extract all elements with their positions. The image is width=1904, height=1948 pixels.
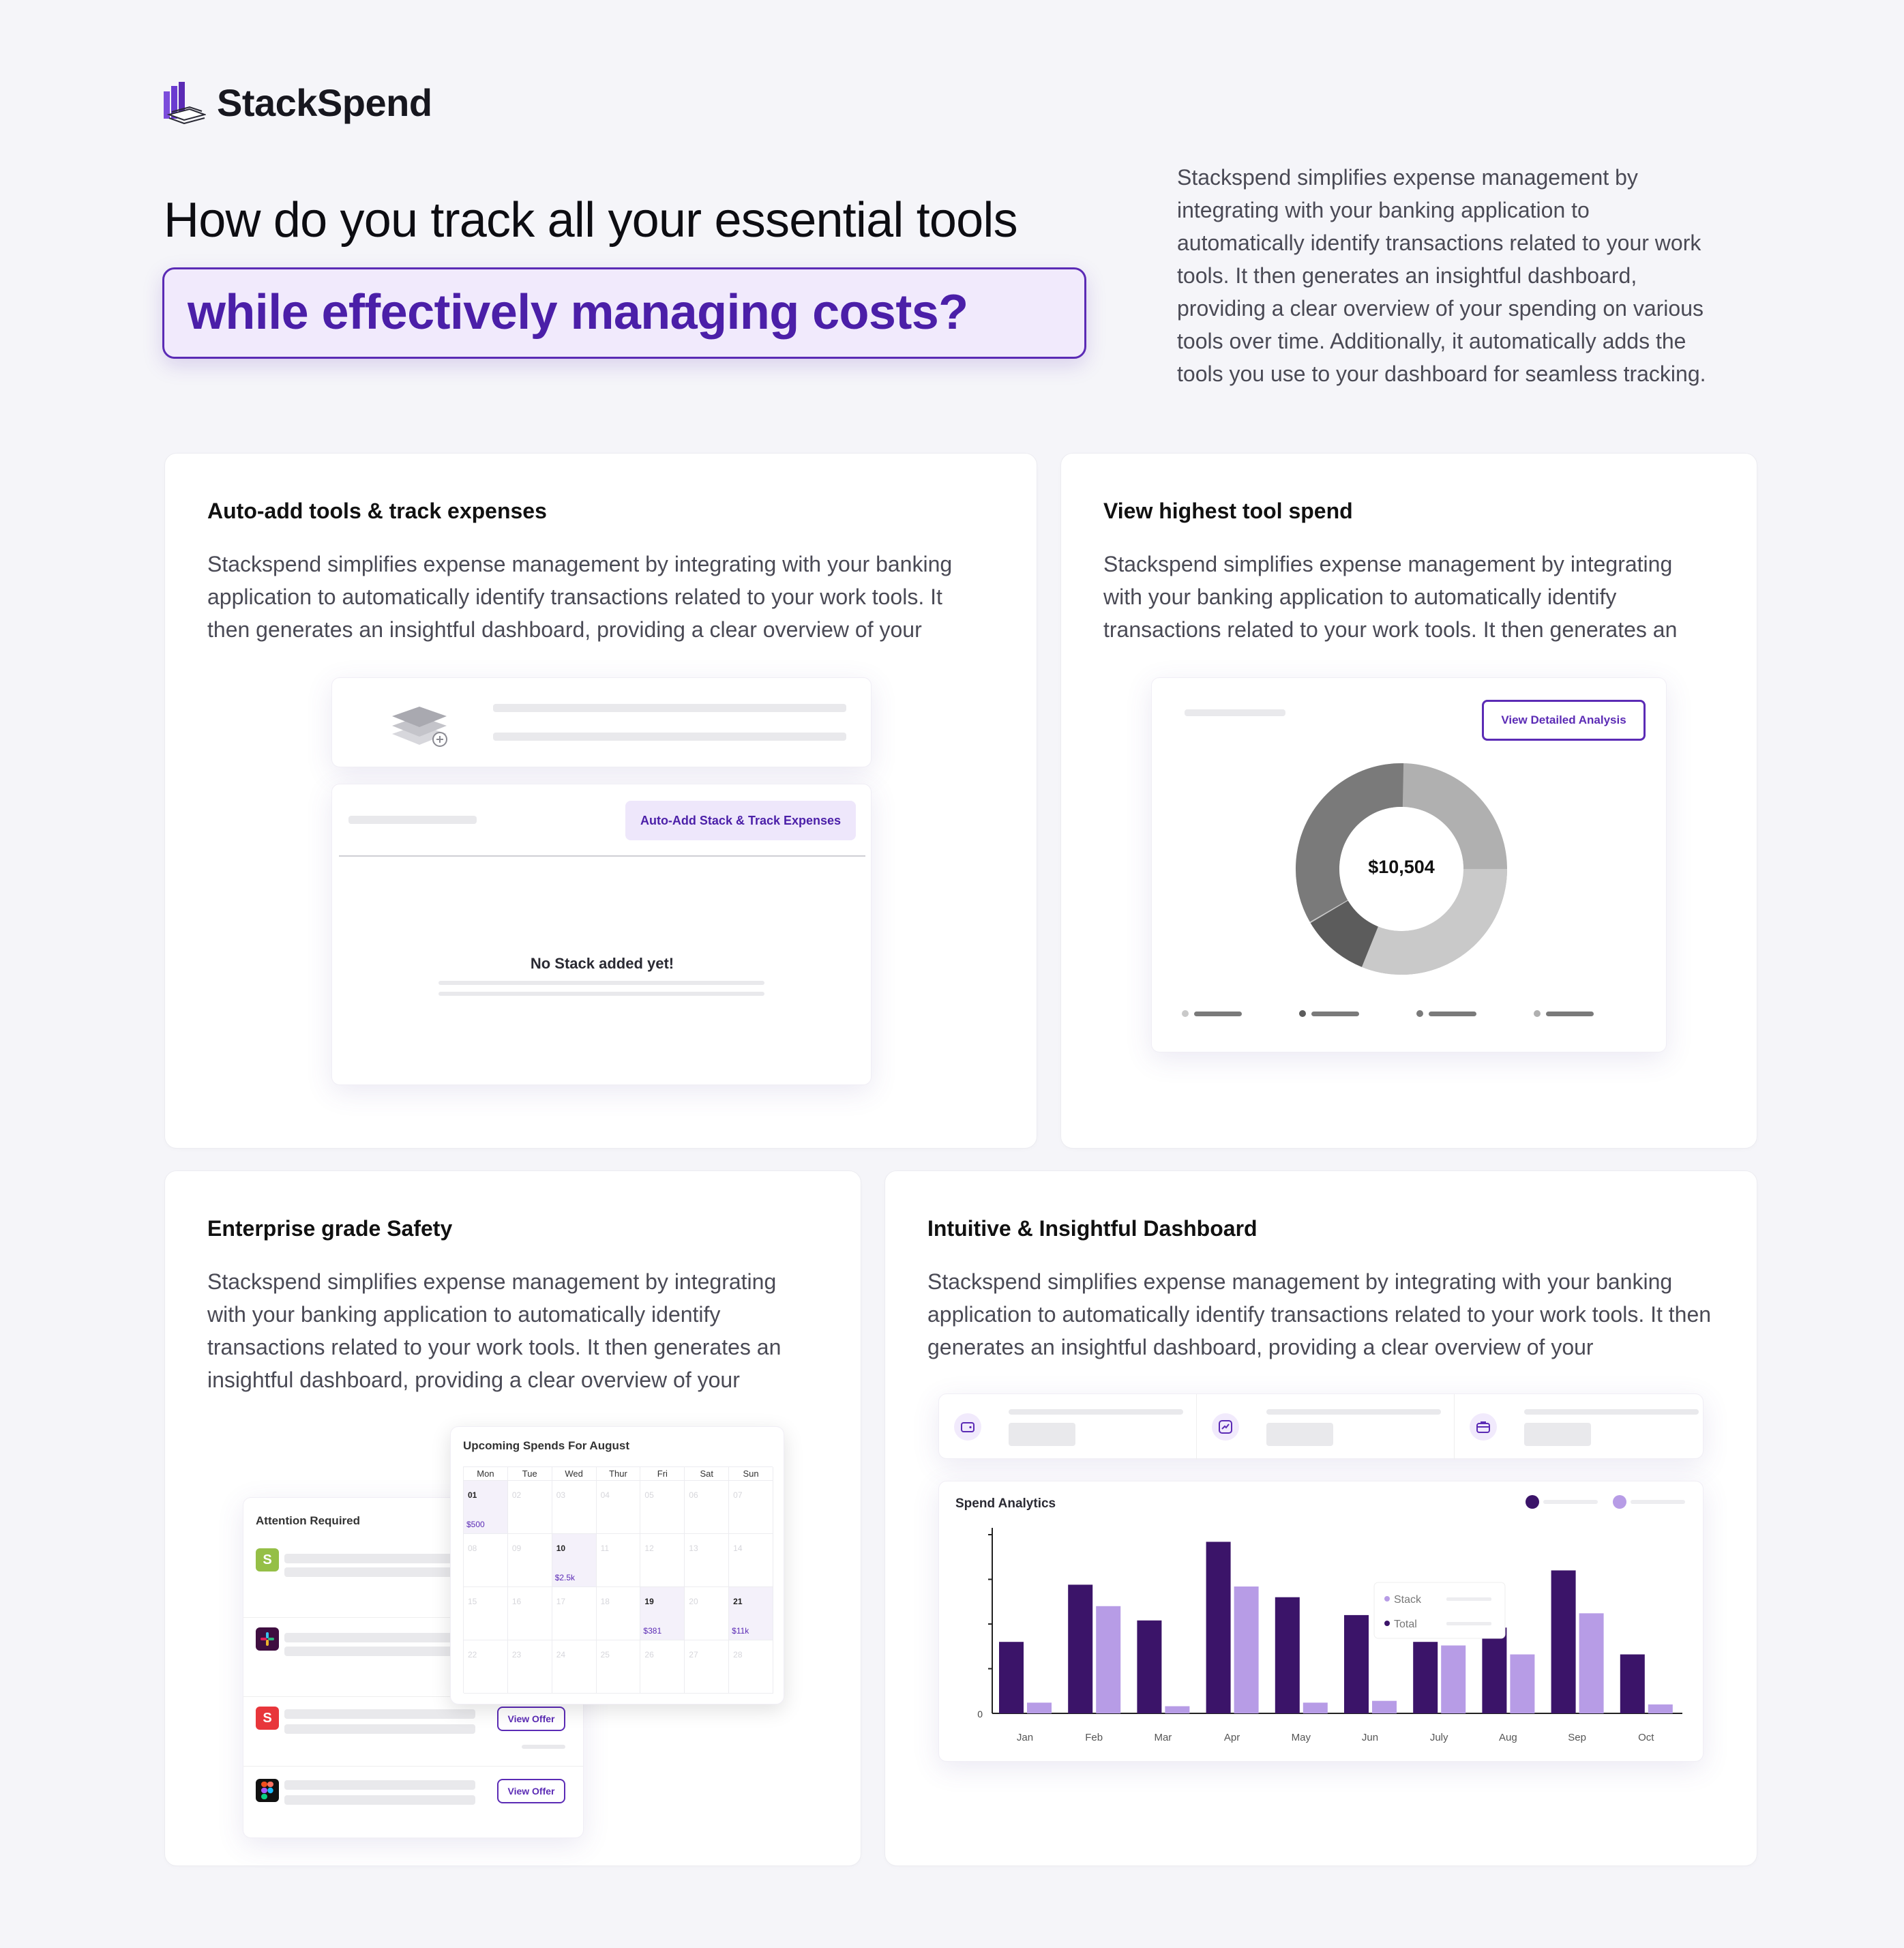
calendar-grid — [463, 1466, 773, 1693]
calendar-weekday: Wed — [552, 1467, 597, 1481]
empty-state-text: No Stack added yet! — [530, 955, 674, 972]
card-enterprise-safety — [164, 1170, 861, 1866]
card-description: Stackspend simplifies expense management by integrating with your banking application to automatically identify transactions related to your work tools. It then generates an insightful dashboard, providing a clear overview of your — [207, 1269, 782, 1392]
placeholder-line — [493, 704, 846, 712]
calendar-day-number: 20 — [689, 1597, 698, 1606]
calendar-day-number: 05 — [644, 1490, 654, 1500]
bar-total-jun — [1372, 1701, 1397, 1713]
placeholder-line — [284, 1554, 475, 1563]
calendar-day[interactable] — [729, 1587, 773, 1640]
calendar-day-number: 23 — [511, 1650, 522, 1659]
placeholder-line — [284, 1567, 475, 1577]
bar-stack-jan — [999, 1642, 1024, 1713]
calendar-day[interactable] — [640, 1534, 685, 1587]
bar-stack-may — [1275, 1597, 1300, 1713]
hero-highlight-box — [162, 267, 1086, 359]
stack-header-panel — [331, 677, 872, 767]
x-tick-label: Oct — [1638, 1732, 1654, 1743]
calendar-day-number: 25 — [600, 1650, 610, 1659]
stack-logo-icon — [162, 82, 206, 124]
bar-stack-apr — [1206, 1541, 1231, 1713]
bar-stack-mar — [1137, 1621, 1161, 1713]
calendar-day-number: 24 — [556, 1650, 566, 1659]
placeholder-line — [284, 1709, 475, 1719]
card-description: Stackspend simplifies expense management by integrating with your banking application to automatically identify transactions related to your work tools. It then generates an — [1103, 552, 1678, 642]
x-tick-label: Apr — [1223, 1732, 1240, 1743]
calendar-day[interactable] — [597, 1640, 641, 1694]
x-tick-label: Feb — [1085, 1732, 1103, 1743]
placeholder-line — [284, 1633, 475, 1642]
view-offer-button[interactable]: View Offer — [497, 1707, 565, 1731]
calendar-spend-amount: $381 — [643, 1626, 662, 1636]
card-title: Auto-add tools & track expenses — [207, 499, 547, 523]
tooltip-dot-total — [1384, 1621, 1390, 1626]
calendar-day-number: 15 — [468, 1597, 477, 1606]
calendar-spend-amount: $2.5k — [554, 1573, 576, 1582]
calendar-weekday: Tue — [508, 1467, 552, 1481]
calendar-day[interactable] — [464, 1640, 508, 1694]
bar-stack-july — [1413, 1642, 1438, 1713]
tooltip-value-placeholder — [1446, 1597, 1491, 1601]
kpi-tile — [1455, 1394, 1704, 1460]
legend-dot — [1534, 1010, 1541, 1017]
calendar-day[interactable] — [685, 1481, 729, 1534]
legend-label-placeholder — [1194, 1012, 1242, 1016]
hero-heading: How do you track all your essential tools — [164, 193, 1017, 248]
tooltip-label-stack: Stack — [1394, 1594, 1422, 1606]
chart-tooltip — [1374, 1582, 1505, 1638]
placeholder-line — [438, 992, 764, 996]
kpi-strip — [938, 1393, 1704, 1459]
calendar-day-number: 16 — [511, 1597, 522, 1606]
layers-add-icon — [387, 694, 452, 753]
card-description: Stackspend simplifies expense management by integrating with your banking application to automatically identify transactions related to your work tools. It then generates an insightful dashboard, providing a clear overview of your — [927, 1269, 1712, 1359]
calendar-title: Upcoming Spends For August — [463, 1439, 629, 1452]
calendar-day[interactable] — [685, 1534, 729, 1587]
calendar-day-number: 07 — [733, 1490, 743, 1500]
calendar-day[interactable] — [508, 1640, 552, 1694]
tooltip-value-placeholder — [1446, 1622, 1491, 1625]
card-highest-spend — [1060, 453, 1757, 1149]
calendar-day[interactable] — [508, 1534, 552, 1587]
calendar-day-number: 04 — [600, 1490, 610, 1500]
placeholder-line — [284, 1795, 475, 1805]
x-tick-label: Sep — [1568, 1732, 1586, 1743]
calendar-day-number: 21 — [733, 1597, 743, 1606]
upcoming-spends-calendar — [450, 1426, 784, 1704]
card-insightful-dashboard — [884, 1170, 1757, 1866]
list-item — [243, 1767, 584, 1838]
tooltip-label-total: Total — [1394, 1619, 1417, 1630]
placeholder-line — [1524, 1423, 1591, 1446]
spend-analytics-bar-chart — [939, 1481, 1704, 1762]
kpi-tile — [1197, 1394, 1455, 1460]
x-tick-label: Jan — [1016, 1732, 1034, 1743]
wallet-icon — [954, 1413, 981, 1441]
calendar-day-number: 26 — [644, 1650, 654, 1659]
calendar-day[interactable] — [508, 1481, 552, 1534]
stack-list-panel — [331, 784, 872, 1085]
bar-stack-jun — [1344, 1615, 1369, 1713]
brand-name: StackSpend — [217, 81, 432, 124]
x-tick-label: Mar — [1154, 1732, 1172, 1743]
y-tick-label: 0 — [977, 1709, 983, 1720]
donut-total-value: $10,504 — [1368, 857, 1435, 877]
bar-total-mar — [1165, 1707, 1189, 1713]
calendar-day[interactable] — [729, 1534, 773, 1587]
trend-icon — [1212, 1413, 1239, 1441]
placeholder-line — [1009, 1409, 1183, 1415]
calendar-day[interactable] — [552, 1640, 597, 1694]
calendar-day-number: 22 — [468, 1650, 477, 1659]
card-auto-add — [164, 453, 1037, 1149]
kpi-tile — [939, 1394, 1197, 1460]
calendar-day-number: 13 — [689, 1544, 698, 1553]
calendar-day-number: 11 — [600, 1544, 610, 1553]
bar-total-may — [1303, 1702, 1328, 1713]
calendar-day[interactable] — [640, 1640, 685, 1694]
calendar-day[interactable] — [597, 1481, 641, 1534]
calendar-day-number: 10 — [556, 1544, 566, 1553]
divider — [339, 855, 865, 857]
calendar-day-number: 08 — [468, 1544, 477, 1553]
calendar-day[interactable] — [464, 1587, 508, 1640]
bar-stack-sep — [1551, 1570, 1576, 1713]
calendar-day-number: 09 — [511, 1544, 522, 1553]
placeholder-line — [1266, 1423, 1333, 1446]
legend-dot — [1299, 1010, 1306, 1017]
calendar-day[interactable] — [685, 1640, 729, 1694]
bar-stack-oct — [1620, 1655, 1645, 1713]
calendar-spend-amount: $500 — [466, 1520, 485, 1529]
bar-total-sep — [1579, 1613, 1604, 1713]
legend-label-placeholder — [1311, 1012, 1359, 1016]
chart-title: Spend Analytics — [955, 1496, 1056, 1511]
legend-label-placeholder — [1429, 1012, 1476, 1016]
brand-logo[interactable] — [162, 80, 432, 125]
calendar-day[interactable] — [640, 1587, 685, 1640]
calendar-day-number: 17 — [556, 1597, 566, 1606]
calendar-day[interactable] — [552, 1587, 597, 1640]
placeholder-line — [438, 981, 764, 985]
briefcase-icon — [1470, 1413, 1497, 1441]
calendar-day[interactable] — [464, 1481, 508, 1534]
calendar-day-number: 01 — [468, 1490, 477, 1500]
tooltip-dot-stack — [1384, 1596, 1390, 1602]
calendar-day[interactable] — [729, 1640, 773, 1694]
list-item — [243, 1697, 584, 1767]
calendar-day[interactable] — [685, 1587, 729, 1640]
placeholder-line — [284, 1647, 475, 1656]
spend-donut-panel — [1151, 677, 1667, 1052]
placeholder-line — [1185, 709, 1285, 716]
placeholder-line — [1266, 1409, 1441, 1415]
card-description: Stackspend simplifies expense management by integrating with your banking application to automatically identify transactions related to your work tools. It then generates an insightful dashboard, providing a clear overview of your — [207, 552, 953, 642]
view-offer-button[interactable]: View Offer — [497, 1779, 565, 1803]
calendar-weekday: Sun — [729, 1467, 773, 1481]
calendar-day[interactable] — [508, 1587, 552, 1640]
x-tick-label: July — [1429, 1732, 1448, 1743]
calendar-day-number: 14 — [733, 1544, 743, 1553]
bar-stack-aug — [1482, 1627, 1506, 1713]
bar-stack-feb — [1068, 1584, 1092, 1713]
hero-heading-highlight: while effectively managing costs? — [188, 285, 968, 340]
calendar-day[interactable] — [464, 1534, 508, 1587]
hero-intro: Stackspend simplifies expense management by integrating with your banking application to automatically identify transactions related to your work tools. It then generates an insightful dashboard, providing a clear overview of your spending on various tools over time. Additionally, it automatically adds the tools you use to your dashboard for seamless tracking. — [1177, 165, 1706, 386]
attention-title: Attention Required — [256, 1514, 360, 1527]
placeholder-line — [1009, 1423, 1075, 1446]
card-title: View highest tool spend — [1103, 499, 1353, 523]
calendar-day-number: 02 — [511, 1490, 522, 1500]
calendar-day[interactable] — [597, 1587, 641, 1640]
bar-total-jan — [1027, 1702, 1052, 1713]
calendar-day-number: 03 — [556, 1490, 566, 1500]
calendar-spend-amount: $11k — [732, 1626, 749, 1636]
legend-label-placeholder — [1546, 1012, 1594, 1016]
calendar-day-number: 18 — [600, 1597, 610, 1606]
calendar-day[interactable] — [552, 1534, 597, 1587]
card-title: Intuitive & Insightful Dashboard — [927, 1216, 1258, 1241]
calendar-weekday: Mon — [464, 1467, 508, 1481]
legend-dot — [1182, 1010, 1189, 1017]
calendar-day-number: 06 — [689, 1490, 698, 1500]
bar-total-aug — [1510, 1655, 1534, 1713]
bar-total-july — [1441, 1645, 1466, 1713]
placeholder-line — [348, 816, 477, 824]
shopify-icon: S — [256, 1548, 279, 1571]
calendar-weekday: Thur — [597, 1467, 641, 1481]
bar-total-apr — [1234, 1587, 1259, 1713]
card-title: Enterprise grade Safety — [207, 1216, 453, 1241]
placeholder-line — [1524, 1409, 1699, 1415]
calendar-weekday: Fri — [640, 1467, 685, 1481]
spend-analytics-panel — [938, 1481, 1704, 1762]
calendar-day-number: 27 — [689, 1650, 698, 1659]
slack-icon — [256, 1627, 279, 1651]
app-icon: S — [256, 1707, 279, 1730]
calendar-day-number: 12 — [644, 1544, 654, 1553]
legend-dot — [1416, 1010, 1423, 1017]
calendar-day[interactable] — [640, 1481, 685, 1534]
calendar-day[interactable] — [552, 1481, 597, 1534]
calendar-day-number: 28 — [733, 1650, 743, 1659]
placeholder-line — [284, 1780, 475, 1790]
x-tick-label: May — [1291, 1732, 1311, 1743]
bar-total-feb — [1096, 1606, 1120, 1713]
calendar-day[interactable] — [729, 1481, 773, 1534]
auto-add-stack-button[interactable]: Auto-Add Stack & Track Expenses — [625, 801, 856, 840]
calendar-day-number: 19 — [644, 1597, 654, 1606]
placeholder-line — [284, 1724, 475, 1734]
donut-legend — [1182, 1009, 1646, 1018]
placeholder-line — [493, 733, 846, 741]
view-detailed-analysis-button[interactable]: View Detailed Analysis — [1482, 700, 1646, 741]
bar-total-oct — [1648, 1704, 1673, 1713]
calendar-weekday: Sat — [685, 1467, 729, 1481]
x-tick-label: Jun — [1361, 1732, 1379, 1743]
x-tick-label: Aug — [1499, 1732, 1517, 1743]
placeholder-line — [522, 1745, 565, 1749]
calendar-day[interactable] — [597, 1534, 641, 1587]
figma-icon — [256, 1779, 279, 1802]
